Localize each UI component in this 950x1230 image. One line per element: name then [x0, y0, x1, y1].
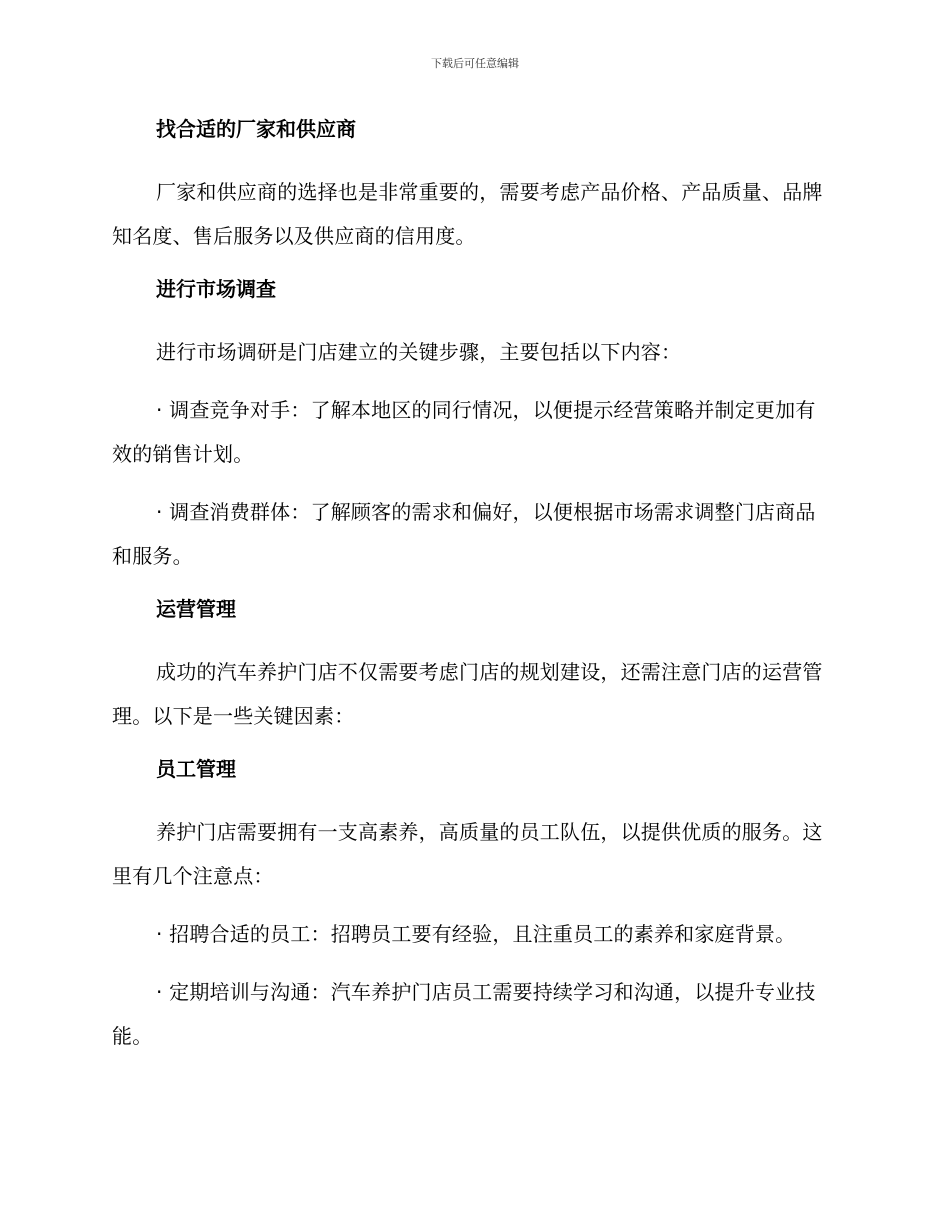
paragraph-market-research: 进行市场调研是门店建立的关键步骤，主要包括以下内容：: [156, 340, 682, 364]
paragraph-suppliers: 厂家和供应商的选择也是非常重要的，需要考虑产品价格、产品质量、品牌知名度、售后服务以及供应商的信用度。: [112, 180, 823, 248]
section-heading-suppliers: 找合适的厂家和供应商: [156, 117, 356, 141]
header-note: 下载后可任意编辑: [431, 57, 519, 70]
bullet-consumers: · 调查消费群体：了解顾客的需求和偏好，以便根据市场需求调整门店商品和服务。: [112, 500, 816, 568]
document-body: [112, 112, 832, 1072]
paragraph-staff: 养护门店需要拥有一支高素养，高质量的员工队伍，以提供优质的服务。这里有几个注意点：: [112, 820, 823, 888]
section-heading-staff: 员工管理: [156, 757, 236, 781]
bullet-competitors: · 调查竞争对手：了解本地区的同行情况，以便提示经营策略并制定更加有效的销售计划。: [112, 398, 816, 466]
paragraph-operations: 成功的汽车养护门店不仅需要考虑门店的规划建设，还需注意门店的运营管理。以下是一些关键因素：: [112, 660, 823, 728]
section-heading-operations: 运营管理: [156, 597, 236, 621]
section-heading-market-research: 进行市场调查: [156, 277, 276, 301]
bullet-training: · 定期培训与沟通：汽车养护门店员工需要持续学习和沟通，以提升专业技能。: [112, 980, 816, 1048]
bullet-recruitment: · 招聘合适的员工：招聘员工要有经验，且注重员工的素养和家庭背景。: [156, 922, 796, 946]
